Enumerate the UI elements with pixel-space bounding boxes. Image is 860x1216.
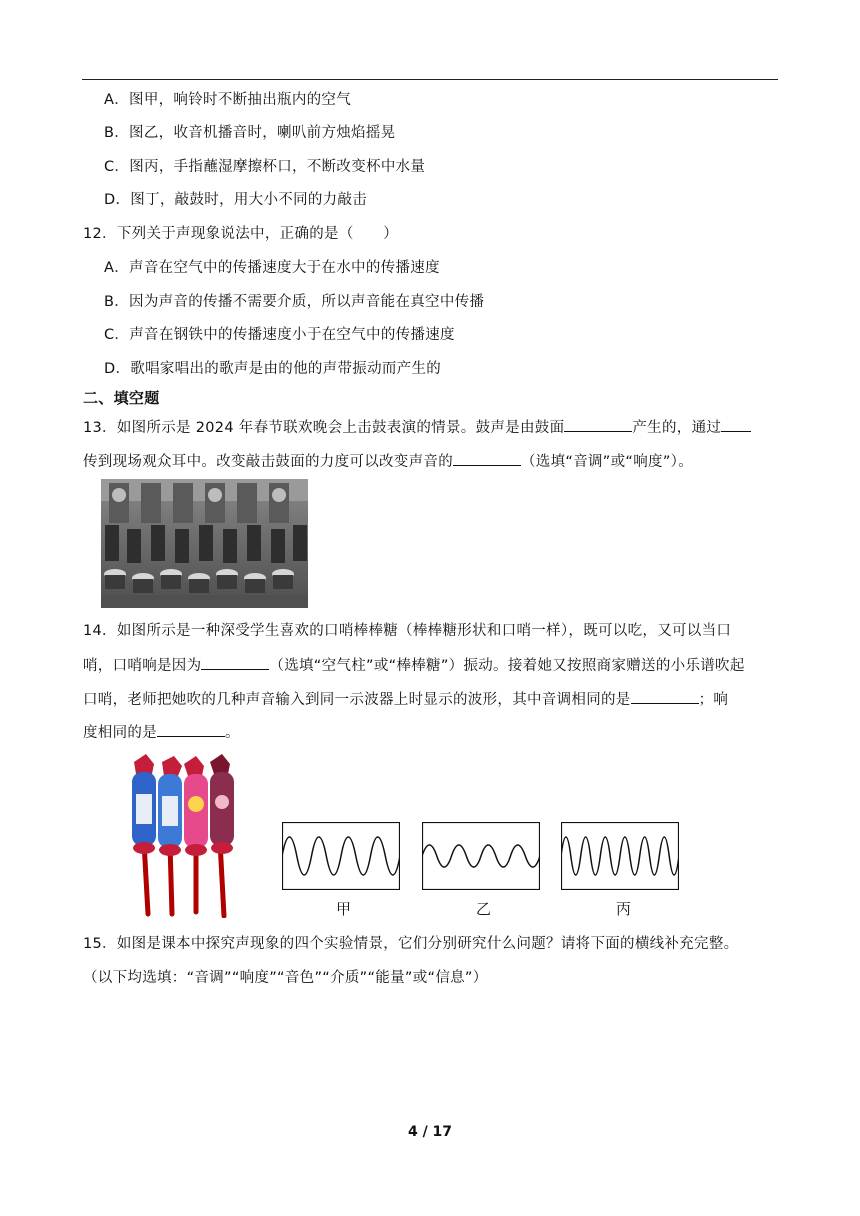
page-number: 4 / 17	[407, 1124, 453, 1140]
q11-option-c: C．图丙，手指蘸湿摩擦杯口，不断改变杯中水量	[104, 159, 426, 175]
q13-text-4: （选填“音调”或“响度”）。	[521, 454, 693, 470]
q12-option-c: C．声音在钢铁中的传播速度小于在空气中的传播速度	[104, 327, 455, 343]
answer-blank[interactable]	[157, 721, 225, 737]
waveform-yi	[422, 822, 540, 890]
header-rule	[82, 79, 778, 80]
q13-text-3: 传到现场观众耳中。改变敲击鼓面的力度可以改变声音的	[83, 454, 453, 470]
q14-text-2: （选填“空气柱”或“棒棒糖”）振动。接着她又按照商家赠送的小乐谱吹起	[269, 658, 745, 674]
answer-blank[interactable]	[564, 416, 632, 432]
q14-text-6: 。	[225, 725, 240, 741]
q14-text-4: ；响	[698, 692, 729, 708]
q15-line1: 15．如图是课本中探究声现象的四个实验情景，它们分别研究什么问题？请将下面的横线补充完整。	[83, 936, 739, 952]
q13-text-2: 产生的，通过	[632, 420, 722, 436]
q12-option-d: D．歌唱家唱出的歌声是由的他的声带振动而产生的	[104, 361, 442, 377]
q14-line2	[83, 654, 745, 676]
waveform-label-jia: 甲	[336, 900, 352, 918]
q14-line4	[83, 721, 240, 743]
q11-option-a: A．图甲，响铃时不断抽出瓶内的空气	[104, 92, 352, 108]
q14-line3	[83, 688, 728, 710]
waveform-label-bing: 丙	[616, 900, 632, 918]
waveform-jia	[282, 822, 400, 890]
q12-option-a: A．声音在空气中的传播速度大于在水中的传播速度	[104, 260, 440, 276]
q11-option-d: D．图丁，敲鼓时，用大小不同的力敲击	[104, 192, 368, 208]
q13-text-1: 13．如图所示是 2024 年春节联欢晚会上击鼓表演的情景。鼓声是由鼓面	[83, 420, 565, 436]
drum-performance-photo	[101, 479, 308, 608]
q12-option-b: B．因为声音的传播不需要介质，所以声音能在真空中传播	[104, 294, 485, 310]
q13-line1	[83, 416, 751, 438]
q13-line2	[83, 450, 693, 472]
whistle-lollipops-image	[126, 754, 241, 918]
answer-blank[interactable]	[721, 416, 751, 432]
q15-line2: （以下均选填：“音调”“响度”“音色”“介质”“能量”或“信息”）	[83, 970, 488, 986]
q14-text-1: 哨，口哨响是因为	[83, 658, 202, 674]
answer-blank[interactable]	[453, 450, 521, 466]
q14-line1: 14．如图所示是一种深受学生喜欢的口哨棒棒糖（棒棒糖形状和口哨一样），既可以吃，又可以当口	[83, 623, 732, 639]
answer-blank[interactable]	[631, 688, 699, 704]
q14-text-5: 度相同的是	[83, 725, 157, 741]
answer-blank[interactable]	[201, 654, 269, 670]
section-title-fill-in: 二、填空题	[83, 389, 160, 407]
q12-stem: 12．下列关于声现象说法中，正确的是（ ）	[83, 226, 399, 242]
waveform-bing	[561, 822, 679, 890]
q14-text-3: 口哨，老师把她吹的几种声音输入到同一示波器上时显示的波形，其中音调相同的是	[83, 692, 631, 708]
waveform-label-yi: 乙	[476, 900, 492, 918]
q11-option-b: B．图乙，收音机播音时，喇叭前方烛焰摇晃	[104, 125, 396, 141]
